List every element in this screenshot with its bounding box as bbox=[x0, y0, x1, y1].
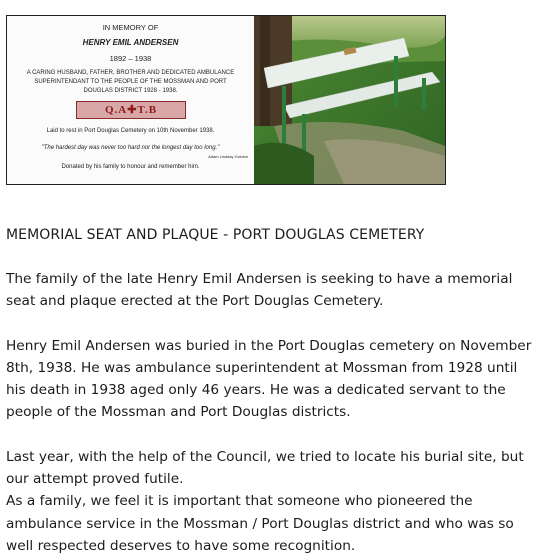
memorial-image-panel bbox=[6, 15, 446, 185]
plaque-in-memory: IN MEMORY OF bbox=[102, 23, 159, 32]
ambulance-emblem: Q.A✚T.B bbox=[76, 101, 186, 119]
article-paragraph: As a family, we feel it is important that someone who pioneered the ambulance service in the Mossman / Port Douglas district and who was so well respected deserves to have some recognition. bbox=[6, 493, 514, 554]
bench-photo-drawing bbox=[254, 16, 445, 184]
plaque-image bbox=[7, 16, 254, 184]
article-paragraph: Henry Emil Andersen was buried in the Port Douglas cemetery on November 8th, 1938. He was ambulance superintendent at Mossman from 1928 until his death in 1938 aged only 46 years. He was a dedicated servant to the people of the Mossman and Port Douglas districts. bbox=[6, 337, 532, 421]
article-paragraph: The family of the late Henry Emil Andersen is seeking to have a memorial seat and plaque erected at the Port Douglas Cemetery. bbox=[6, 271, 513, 310]
article bbox=[6, 224, 541, 557]
bench-photo bbox=[254, 16, 445, 184]
plaque-dedication-line: SUPERINTENDANT TO THE PEOPLE OF THE MOSSMAN AND PORT bbox=[34, 79, 227, 85]
article-heading: MEMORIAL SEAT AND PLAQUE - PORT DOUGLAS CEMETERY bbox=[6, 227, 425, 243]
plaque-quote: "The hardest day was never too hard nor the longest day too long." bbox=[41, 145, 220, 151]
plaque-name: HENRY EMIL ANDERSEN bbox=[82, 38, 179, 47]
plaque-laid-to-rest: Laid to rest in Port Douglas Cemetery on 10th November 1938. bbox=[46, 128, 215, 134]
plaque-dedication-line: A CARING HUSBAND, FATHER, BROTHER AND DEDICATED AMBULANCE bbox=[26, 70, 235, 76]
article-paragraph: Last year, with the help of the Council, we tried to locate his burial site, but our attempt proved futile. bbox=[6, 448, 524, 488]
plaque-donated: Donated by his family to honour and remember him. bbox=[61, 164, 200, 170]
plaque-dedication-line: DOUGLAS DISTRICT 1928 - 1938. bbox=[83, 88, 178, 94]
plaque-years: 1892 – 1938 bbox=[109, 54, 152, 63]
plaque-quote-author: Adam Lindsay Gordon bbox=[208, 154, 248, 159]
